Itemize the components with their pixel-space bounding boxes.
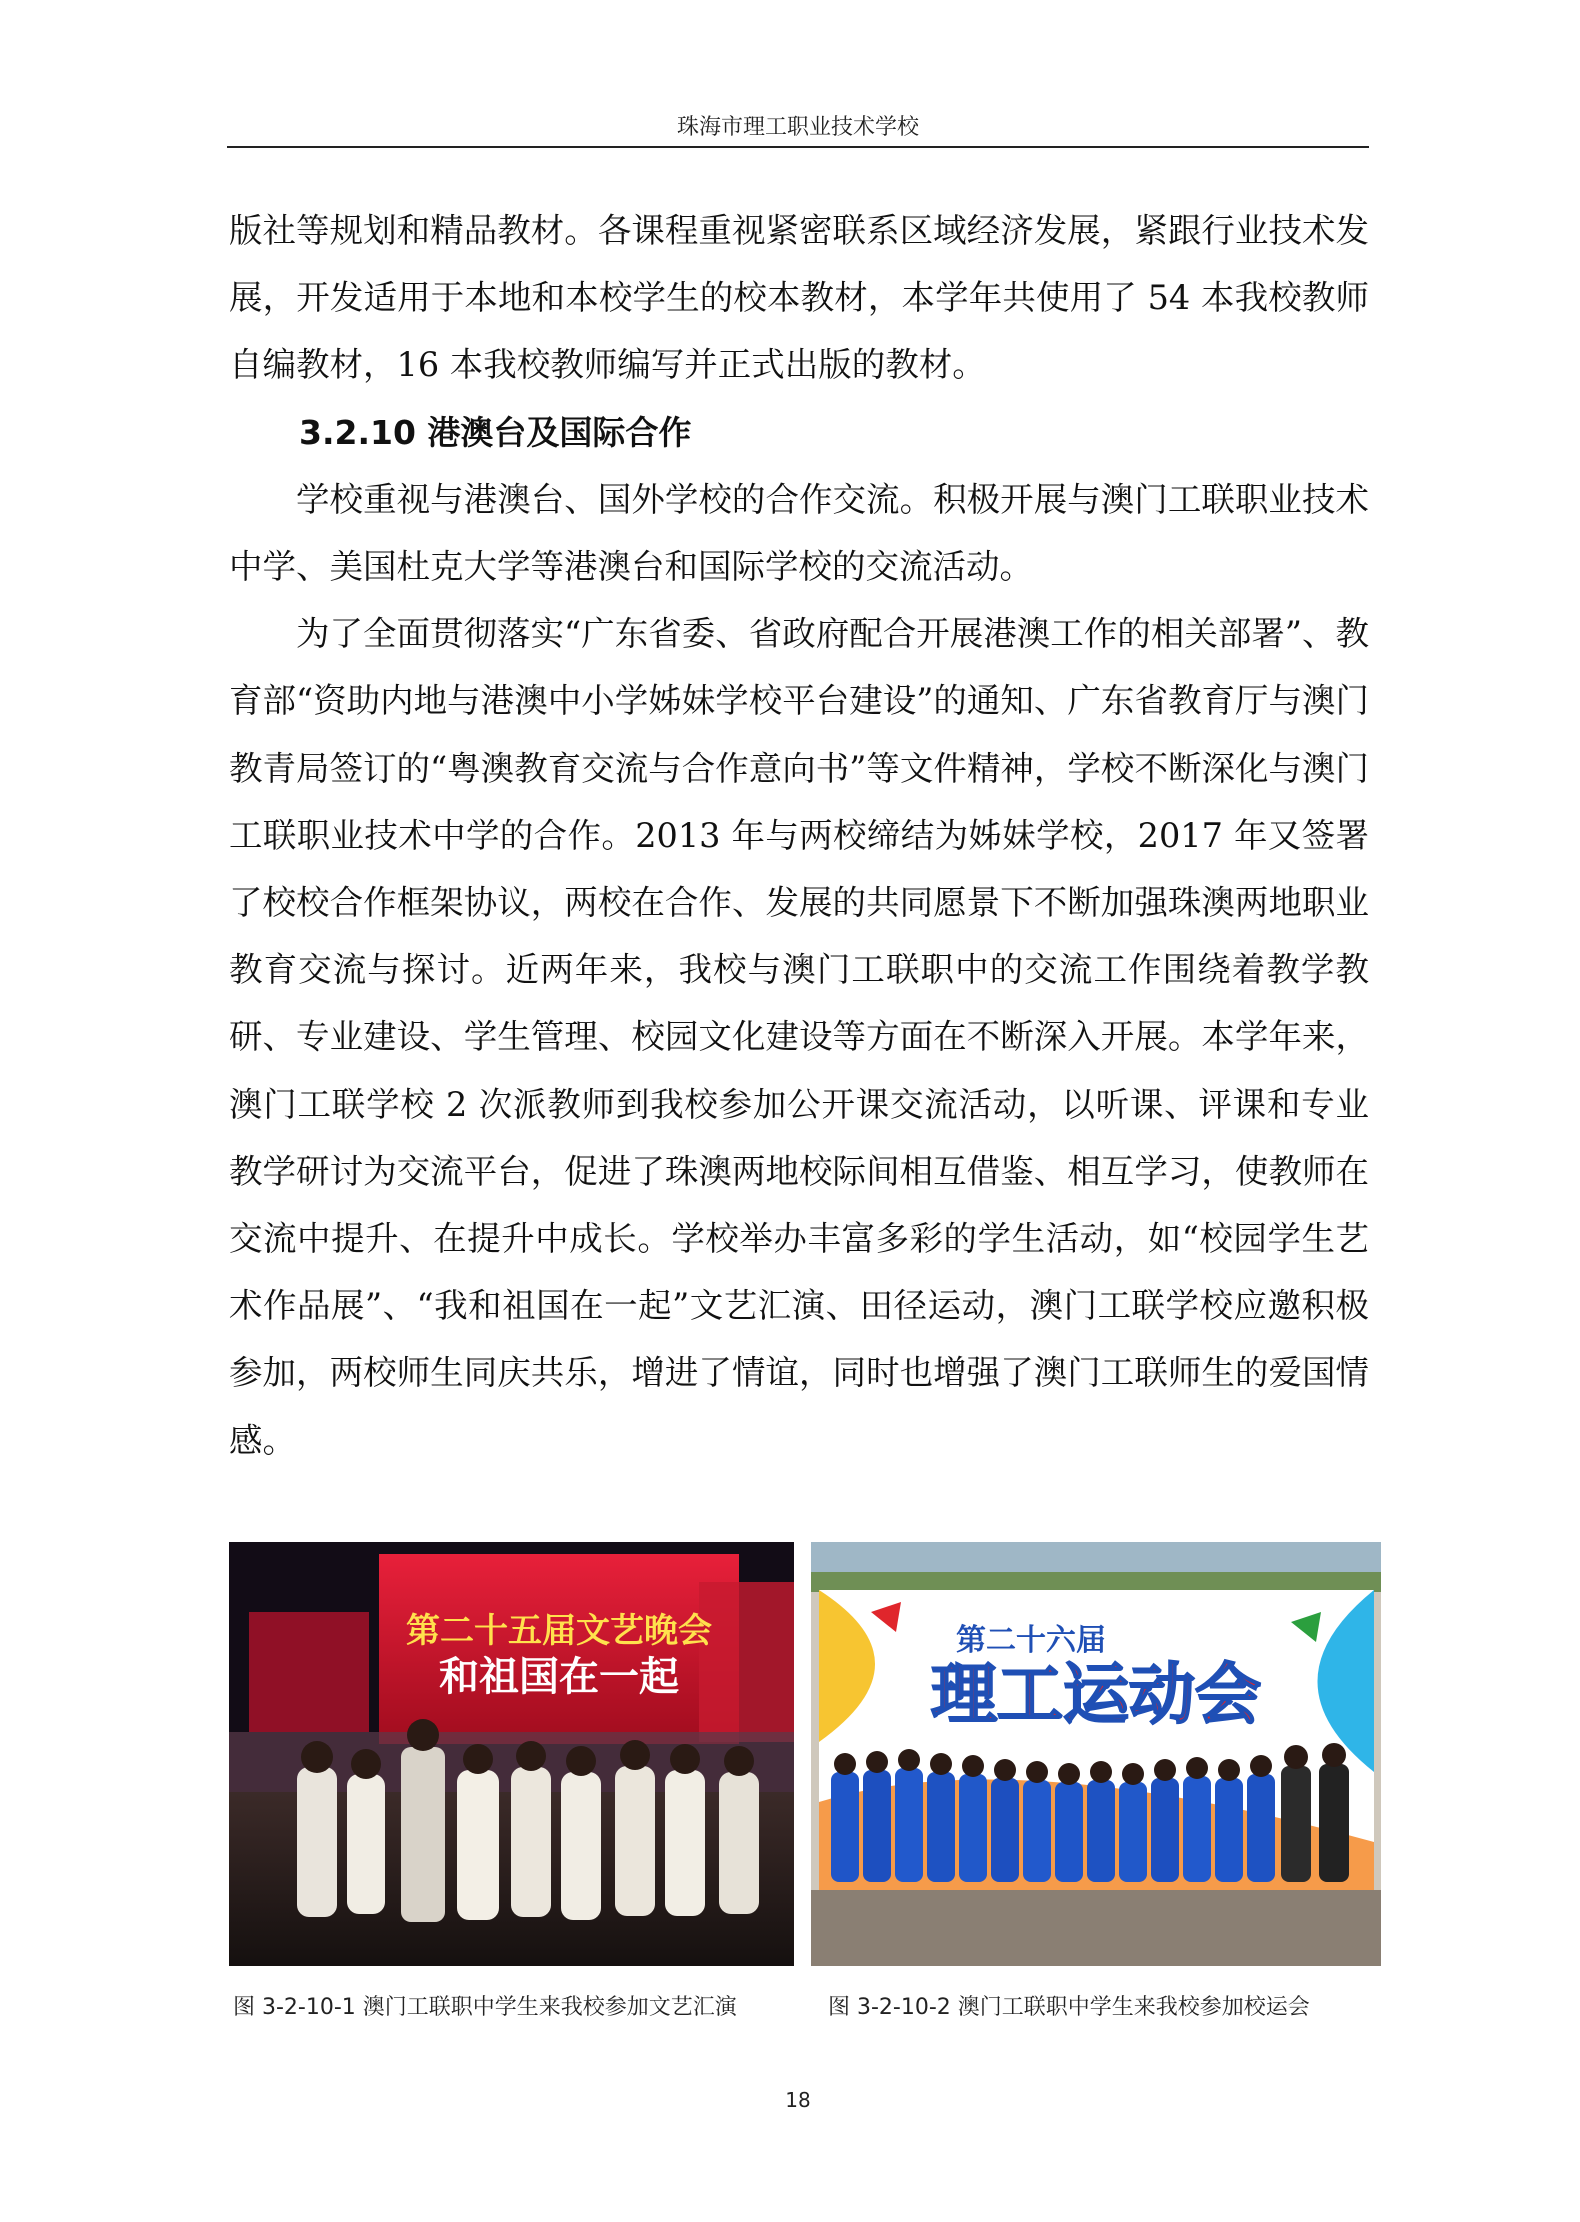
paragraph-3: 为了全面贯彻落实“广东省委、省政府配合开展港澳工作的相关部署”、教育部“资助内地与港澳中小学姊妹学校平台建设”的通知、广东省教育厅与澳门教青局签订的“粤澳教育交流与合作意向书”等文件精神，学校不断深化与澳门工联职业技术中学的合作。2013 年与两校缔结为姊妹学校，2017 年又签署了校校合作框架协议，两校在合作、发展的共同愿景下不断加强珠澳两地职业教育交流与探讨。近两年来，我校与澳门工联职中的交流工作围绕着教学教研、专业建设、学生管理、校园文化建设等方面在不断深入开展。本学年来，澳门工联学校 2 次派教师到我校参加公开课交流活动，以听课、评课和专业教学研讨为交流平台，促进了珠澳两地校际间相互借鉴、相互学习，使教师在交流中提升、在提升中成长。学校举办丰富多彩的学生活动，如“校园学生艺术作品展”、“我和祖国在一起”文艺汇演、田径运动，澳门工联学校应邀积极参加，两校师生同庆共乐，增进了情谊，同时也增强了澳门工联师生的爱国情感。 (229, 614, 1369, 1460)
stage-subtitle: 和祖国在一起 (439, 1654, 679, 1700)
paragraph-1: 版社等规划和精品教材。各课程重视紧密联系区域经济发展，紧跟行业技术发展，开发适用于本地和本校学生的校本教材，本学年共使用了 54 本我校教师自编教材，16 本我校教师编写并正式出版的教材。 (229, 211, 1369, 385)
banner-small-title: 第二十六届 (956, 1623, 1106, 1658)
group-people (297, 1719, 759, 1922)
figure-caption-1: 图 3-2-10-1 澳门工联职中学生来我校参加文艺汇演 (233, 1995, 737, 2020)
running-header: 珠海市理工职业技术学校 (676, 115, 919, 140)
photo-art-performance-drawing (229, 1542, 794, 1966)
stage-title: 第二十五届文艺晚会 (406, 1611, 712, 1651)
section-heading: 3.2.10 港澳台及国际合作 (299, 412, 692, 452)
paragraph-2: 学校重视与港澳台、国外学校的合作交流。积极开展与澳门工联职业技术中学、美国杜克大学等港澳台和国际学校的交流活动。 (229, 479, 1369, 587)
banner-english-title: The sports meeting (1042, 1730, 1180, 1746)
banner-big-title: 理工运动会 (931, 1656, 1261, 1733)
page-number: 18 (785, 2088, 811, 2112)
figure-caption-2: 图 3-2-10-2 澳门工联职中学生来我校参加校运会 (828, 1995, 1310, 2020)
photo-sports-meeting (811, 1542, 1381, 1966)
photo-sports-meeting-drawing (811, 1542, 1381, 1966)
body-text (229, 197, 1369, 1474)
header-rule (227, 146, 1369, 148)
photo-art-performance (229, 1542, 794, 1966)
